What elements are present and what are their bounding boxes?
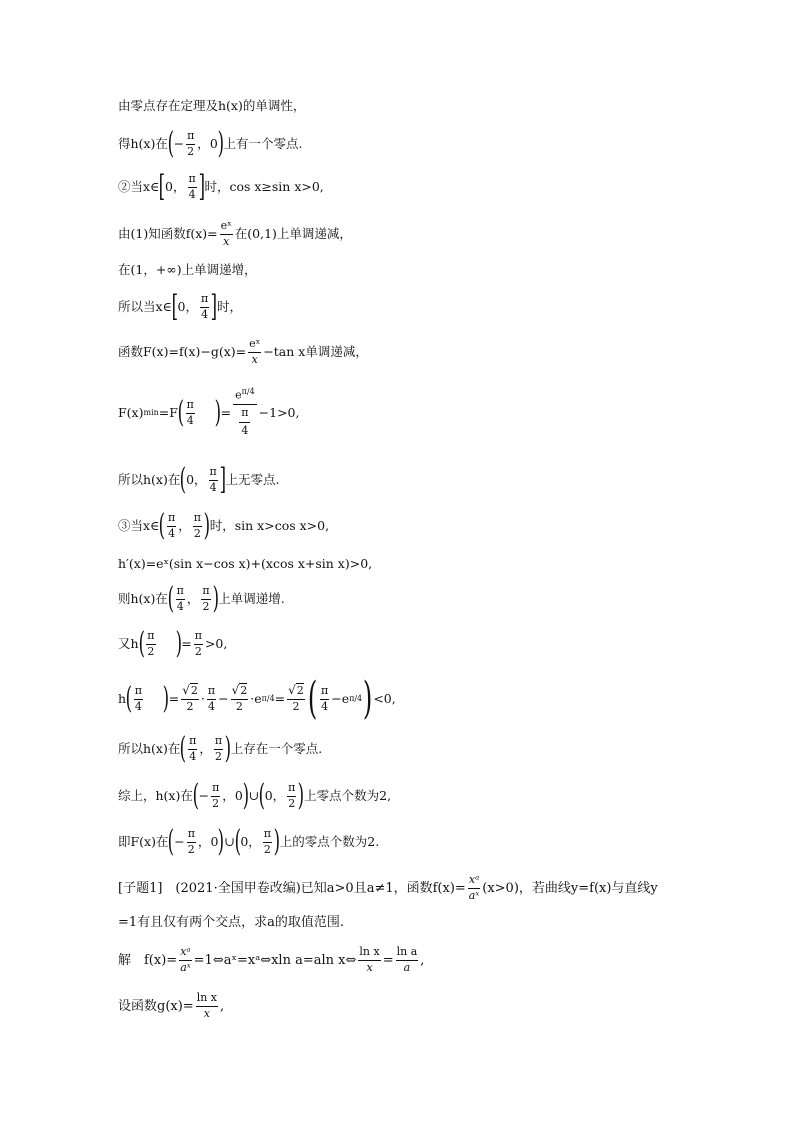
fraction-pi-over-2: π 2 — [193, 510, 202, 540]
fraction-xa-over-ax: $\frac{\text{xᵃ}}{\text{aˣ}}$ — [468, 872, 480, 902]
line-6: 所以当x∈ [ 0 ， π 4 ] 时， — [118, 289, 242, 324]
fraction-sqrt2-over-2: $\frac{√2}{2}$ — [231, 683, 248, 714]
fraction-pi-over-4: π 4 — [189, 733, 197, 763]
fraction-pi-over-2: π 2 — [288, 780, 296, 810]
line-9: 所以h(x)在 ( 0 ， π 4 ] 上无零点. — [118, 462, 280, 497]
fraction-xa-over-ax: $\frac{\text{xᵃ}}{\text{aˣ}}$ — [180, 944, 191, 974]
fraction-pi-over-4: π 4 — [201, 291, 209, 321]
fraction-pi-over-4: π 4 — [134, 683, 143, 713]
fraction-lnx-over-x: $\frac{\text{ln x}}{x}$ — [359, 944, 380, 974]
line-7: 函数F(x)=f(x)−g(x)= $\frac{\text{eˣ}}{x}$ −tan x单调递减， — [118, 336, 368, 366]
fraction-pi-over-2: π 2 — [147, 628, 155, 658]
fraction-pi-over-2: π 2 — [202, 583, 210, 613]
fraction-sqrt2-over-2: $\frac{√2}{2}$ — [288, 683, 304, 714]
line-3: ②当x∈ [ 0 ， π 4 ] 时，cos x≥sin x>0, — [118, 169, 324, 204]
fraction-pi-over-2: π 2 — [263, 826, 272, 856]
line-16: 综上，h(x)在 ( − $\frac{\pi}{2}$ ， 0 ) ∪ ( 0 ， π 2 ) 上零点个数为2, — [118, 778, 392, 813]
fraction-ex-over-x: $\frac{\text{eˣ}}{x}$ — [249, 336, 261, 366]
line-1: 由零点存在定理及h(x)的单调性， — [118, 97, 306, 113]
fraction-pi-over-2: $\frac{\pi}{2}$ — [194, 628, 202, 658]
fraction-lna-over-a: $\frac{\text{ln a}}{a}$ — [396, 944, 418, 974]
line-10: ③当x∈ ( π 4 ， π 2 ) 时，sin x>cos x>0, — [118, 508, 330, 543]
line-20-solution: 解 f(x)= $\frac{\text{xᵃ}}{\text{aˣ}}$ =1⇔aˣ=xᵃ⇔xln a=aln x⇔ $\frac{\text{ln x}}{x}$ = $\frac{\text{ln a}}{a}$ , — [118, 944, 425, 974]
fraction-pi-over-4: π 4 — [207, 683, 216, 713]
line-8: F(x) min =F ( π 4 ) = $e^{\pi/4}$ π 4 −1>0, — [118, 387, 300, 437]
fraction-pi-over-4: π 4 — [188, 171, 196, 201]
fraction-lnx-over-x: $\frac{\text{ln x}}{x}$ — [196, 990, 218, 1020]
fraction-pi-over-2: $\frac{\pi}{2}$ — [212, 780, 220, 810]
line-15: 所以h(x)在 ( π 4 ， π 2 ) 上存在一个零点. — [118, 731, 323, 766]
line-4: 由(1)知函数f(x)= $\frac{\text{eˣ}}{x}$ 在(0,1)上单调递减， — [118, 218, 352, 248]
line-11: h′(x)=eˣ(sin x−cos x)+(xcos x+sin x)>0, — [118, 555, 373, 571]
line-13: 又h ( π 2 ) = $\frac{\pi}{2}$ >0, — [118, 626, 228, 661]
fraction-pi-over-4: π 4 — [320, 683, 329, 713]
fraction-e-pi4-over-pi4: $e^{\pi/4}$ π 4 — [235, 387, 255, 437]
fraction-pi-over-4: π 4 — [209, 464, 217, 494]
line-21: 设函数g(x)= $\frac{\text{ln x}}{x}$ , — [118, 990, 225, 1020]
fraction-pi-over-2: π 2 — [214, 733, 223, 763]
fraction-sqrt2-over-2: $\frac{√2}{2}$ — [182, 683, 198, 714]
line-17: 即F(x)在 ( − $\frac{\pi}{2}$ ， 0 ) ∪ ( 0 ， π 2 ) 上的零点个数为2. — [118, 824, 380, 859]
fraction-pi-over-4: π 4 — [168, 510, 176, 540]
line-18-subproblem: [子题1] (2021·全国甲卷改编)已知a>0且a≠1，函数f(x)= $\frac{\text{xᵃ}}{\text{aˣ}}$ (x>0)，若曲线y=f(x)与直线y — [118, 872, 658, 902]
line-2: 得h(x)在 ( − $\frac{\pi}{2}$ ， 0 ) 上有一个零点. — [118, 126, 303, 161]
line-5: 在(1，+∞)上单调递增， — [118, 261, 257, 277]
fraction-pi-over-4: π 4 — [176, 583, 184, 613]
line-12: 则h(x)在 ( π 4 ， π 2 ) 上单调递增. — [118, 581, 285, 616]
line-19: =1有且仅有两个交点，求a的取值范围. — [118, 914, 345, 930]
line-14: h ( π 4 ) = $\frac{√2}{2}$ · π 4 − $\frac{√2}{2}$ ·e π/4 = $\frac{√2}{2}$ ( π 4 − e π/4 ) <0, — [118, 673, 396, 724]
fraction-pi-over-4: π 4 — [186, 397, 194, 427]
fraction-pi-over-2: $\frac{\pi}{2}$ — [187, 128, 195, 158]
fraction-pi-over-2: $\frac{\pi}{2}$ — [187, 826, 195, 856]
fraction-ex-over-x: $\frac{\text{eˣ}}{x}$ — [220, 218, 232, 248]
